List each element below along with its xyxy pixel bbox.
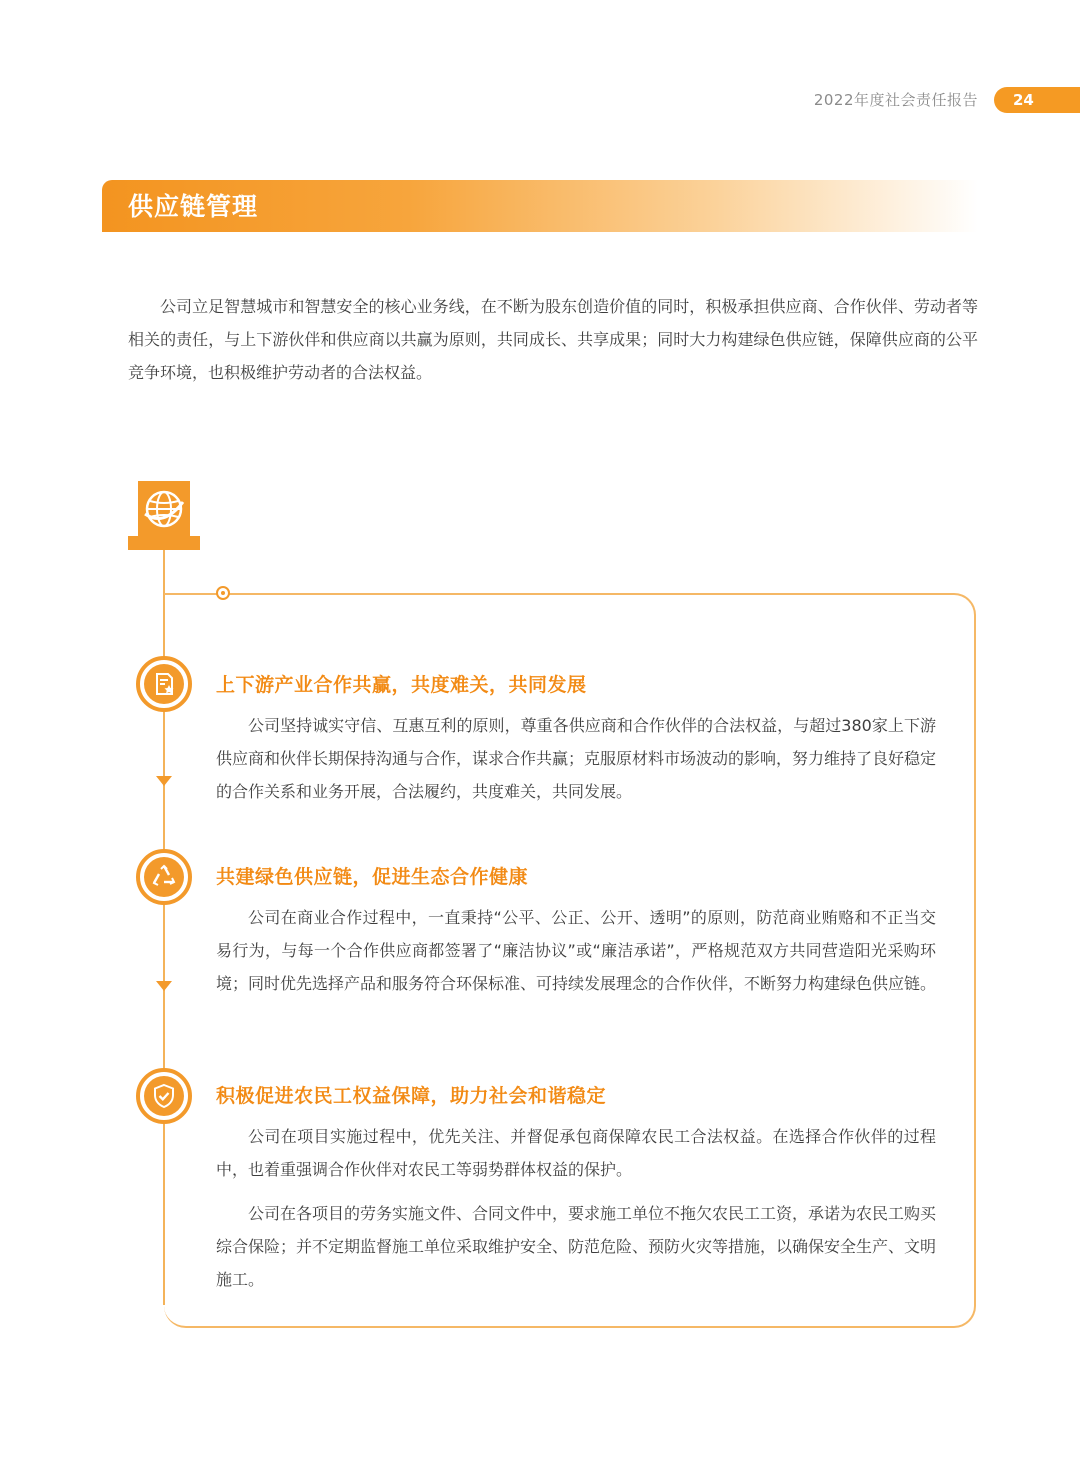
item-paragraph: 公司在各项目的劳务实施文件、合同文件中，要求施工单位不拖欠农民工工资，承诺为农民工购买综合保险；并不定期监督施工单位采取维护安全、防范危险、预防火灾等措施，以确保安全生产、文明施工。 [216, 1204, 937, 1289]
item-heading: 积极促进农民工权益保障，助力社会和谐稳定 [216, 1085, 607, 1107]
item-paragraph: 公司在项目实施过程中，优先关注、并督促承包商保障农民工合法权益。在选择合作伙伴的过程中，也着重强调合作伙伴对农民工等弱势群体权益的保护。 [216, 1127, 936, 1179]
report-title: 2022年度社会责任报告 [813, 91, 978, 109]
shield-check-icon [150, 1082, 178, 1110]
section-title: 供应链管理 [128, 192, 259, 221]
item-body [216, 1120, 936, 1296]
item-body [216, 901, 936, 1000]
item-heading: 共建绿色供应链，促进生态合作健康 [216, 866, 529, 888]
item-icon-circle [136, 656, 192, 712]
timeline-arrow [156, 776, 172, 786]
item-icon-circle [136, 1068, 192, 1124]
item-paragraph: 公司坚持诚实守信、互惠互利的原则，尊重各供应商和合作伙伴的合法权益，与超过380家上下游供应商和伙伴长期保持沟通与合作，谋求合作共赢；克服原材料市场波动的影响，努力维持了良好稳定的合作关系和业务开展，合法履约，共度难关，共同发展。 [216, 716, 937, 801]
item-body [216, 709, 936, 808]
item-icon-circle [136, 849, 192, 905]
recycle-icon [150, 863, 178, 891]
timeline-arrow [156, 981, 172, 991]
item-heading: 上下游产业合作共赢，共度难关，共同发展 [216, 674, 587, 696]
globe-icon [142, 487, 186, 531]
item-paragraph: 公司在商业合作过程中，一直秉持“公平、公正、公开、透明”的原则，防范商业贿赂和不正当交易行为，与每一个合作供应商都签署了“廉洁协议”或“廉洁承诺”，严格规范双方共同营造阳光采购环境；同时优先选择产品和服务符合环保标准、可持续发展理念的合作伙伴，不断努力构建绿色供应链。 [216, 908, 937, 993]
intro-paragraph: 公司立足智慧城市和智慧安全的核心业务线，在不断为股东创造价值的同时，积极承担供应商、合作伙伴、劳动者等相关的责任，与上下游伙伴和供应商以共赢为原则，共同成长、共享成果；同时大力构建绿色供应链，保障供应商的公平竞争环境，也积极维护劳动者的合法权益。 [128, 297, 978, 382]
globe-icon-base [128, 536, 200, 550]
frame-start-dot-center [221, 591, 225, 595]
document-star-icon [150, 670, 178, 698]
page-number-badge: 24 [994, 87, 1080, 113]
